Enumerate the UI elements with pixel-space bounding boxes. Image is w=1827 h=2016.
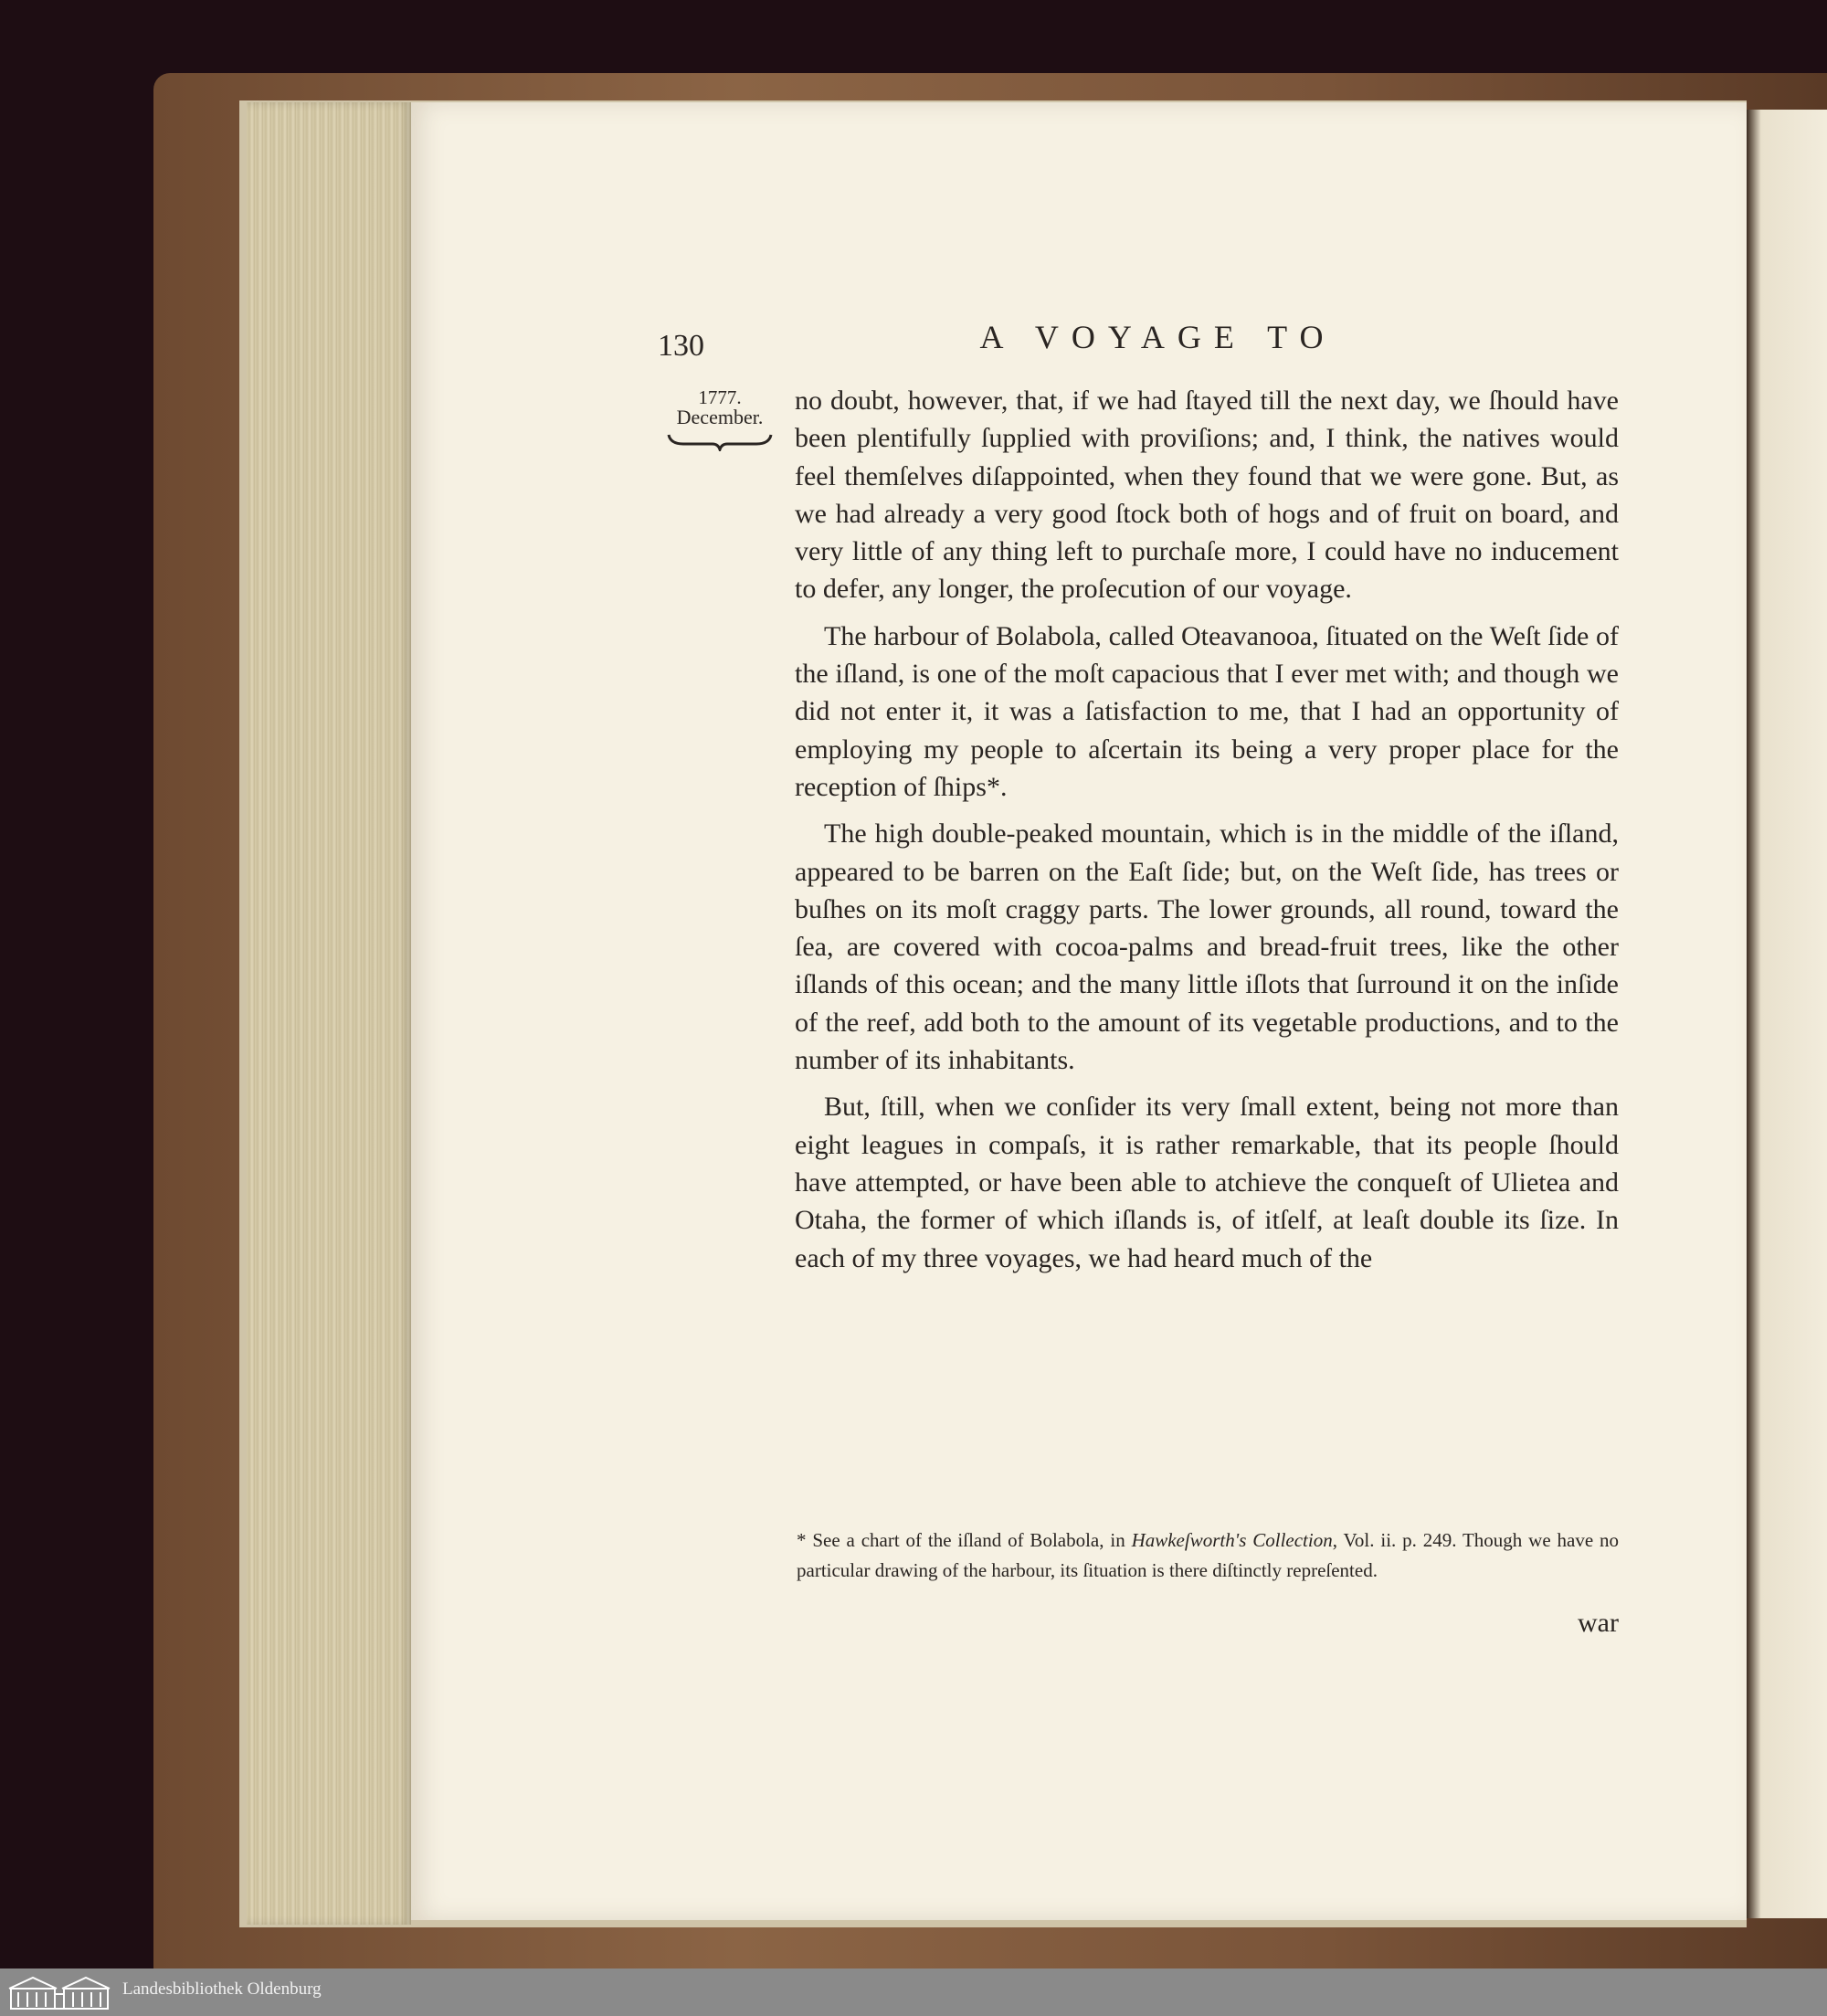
facing-page-edge — [1747, 110, 1827, 1918]
paragraph: The high double-peaked mountain, which is in the middle of the iſland, appeared to be barren on the Eaſt ſide; but, on the Weſt ſide, has trees or buſhes on its moſt craggy parts. The lower grounds, all round, toward the ſea, are covered with cocoa-palms and bread-fruit trees, like the other iſlands of this ocean; and the many little iſlots that ſurround it on the inſide of the reef, add both to the amount of its vegetable productions, and to the number of its inhabitants. — [795, 818, 1619, 1076]
page-number: 130 — [658, 329, 704, 363]
footnote-text-continued: , Vol. ii. p. 249. Though we have no particular drawing of the harbour, its ſituation is there diſtinctly repreſented. — [797, 1529, 1619, 1581]
page-edges — [247, 102, 411, 1925]
library-name: Landesbibliothek Oldenburg — [122, 1979, 322, 1999]
library-building-icon — [5, 1972, 113, 2012]
running-head: A VOYAGE TO — [979, 319, 1336, 355]
footnote — [797, 1525, 1619, 1586]
footer-bar — [0, 1969, 1827, 2016]
margin-month: December. — [676, 406, 764, 428]
catchword: war — [1578, 1608, 1619, 1638]
footnote-text: See a chart of the iſland of Bolabola, in — [812, 1529, 1132, 1551]
margin-note — [663, 387, 776, 451]
curly-brace-icon — [667, 431, 773, 451]
footnote-mark: * — [797, 1529, 807, 1551]
body-text — [795, 382, 1619, 1286]
paragraph: The harbour of Bolabola, called Oteavanooa, ſituated on the Weſt ſide of the iſland, is one of the moſt capacious that I ever met with; and though we did not enter it, it was a ſatisfaction to me, that I had an opportunity of employing my people to aſcertain its being a very proper place for the reception of ſhips*. — [795, 620, 1619, 802]
paragraph: But, ſtill, when we conſider its very ſmall extent, being not more than eight leagues in compaſs, it is rather remarkable, that its people ſhould have attempted, or have been able to atchieve the conqueſt of Ulietea and Otaha, the former of which iſlands is, of itſelf, at leaſt double its ſize. In each of my three voyages, we had heard much of the — [795, 1092, 1619, 1273]
footnote-source-title: Hawkeſworth's Collection — [1131, 1529, 1333, 1551]
margin-year: 1777. — [698, 386, 742, 408]
paragraph: no doubt, however, that, if we had ſtayed till the next day, we ſhould have been plentifully ſupplied with proviſions; and, I think, the natives would feel themſelves diſappointed, when they found that we were gone. But, as we had already a very good ſtock both of hogs and of fruit on board, and very little of any thing left to purchaſe more, I could have no inducement to defer, any longer, the proſecution of our voyage. — [795, 385, 1619, 605]
